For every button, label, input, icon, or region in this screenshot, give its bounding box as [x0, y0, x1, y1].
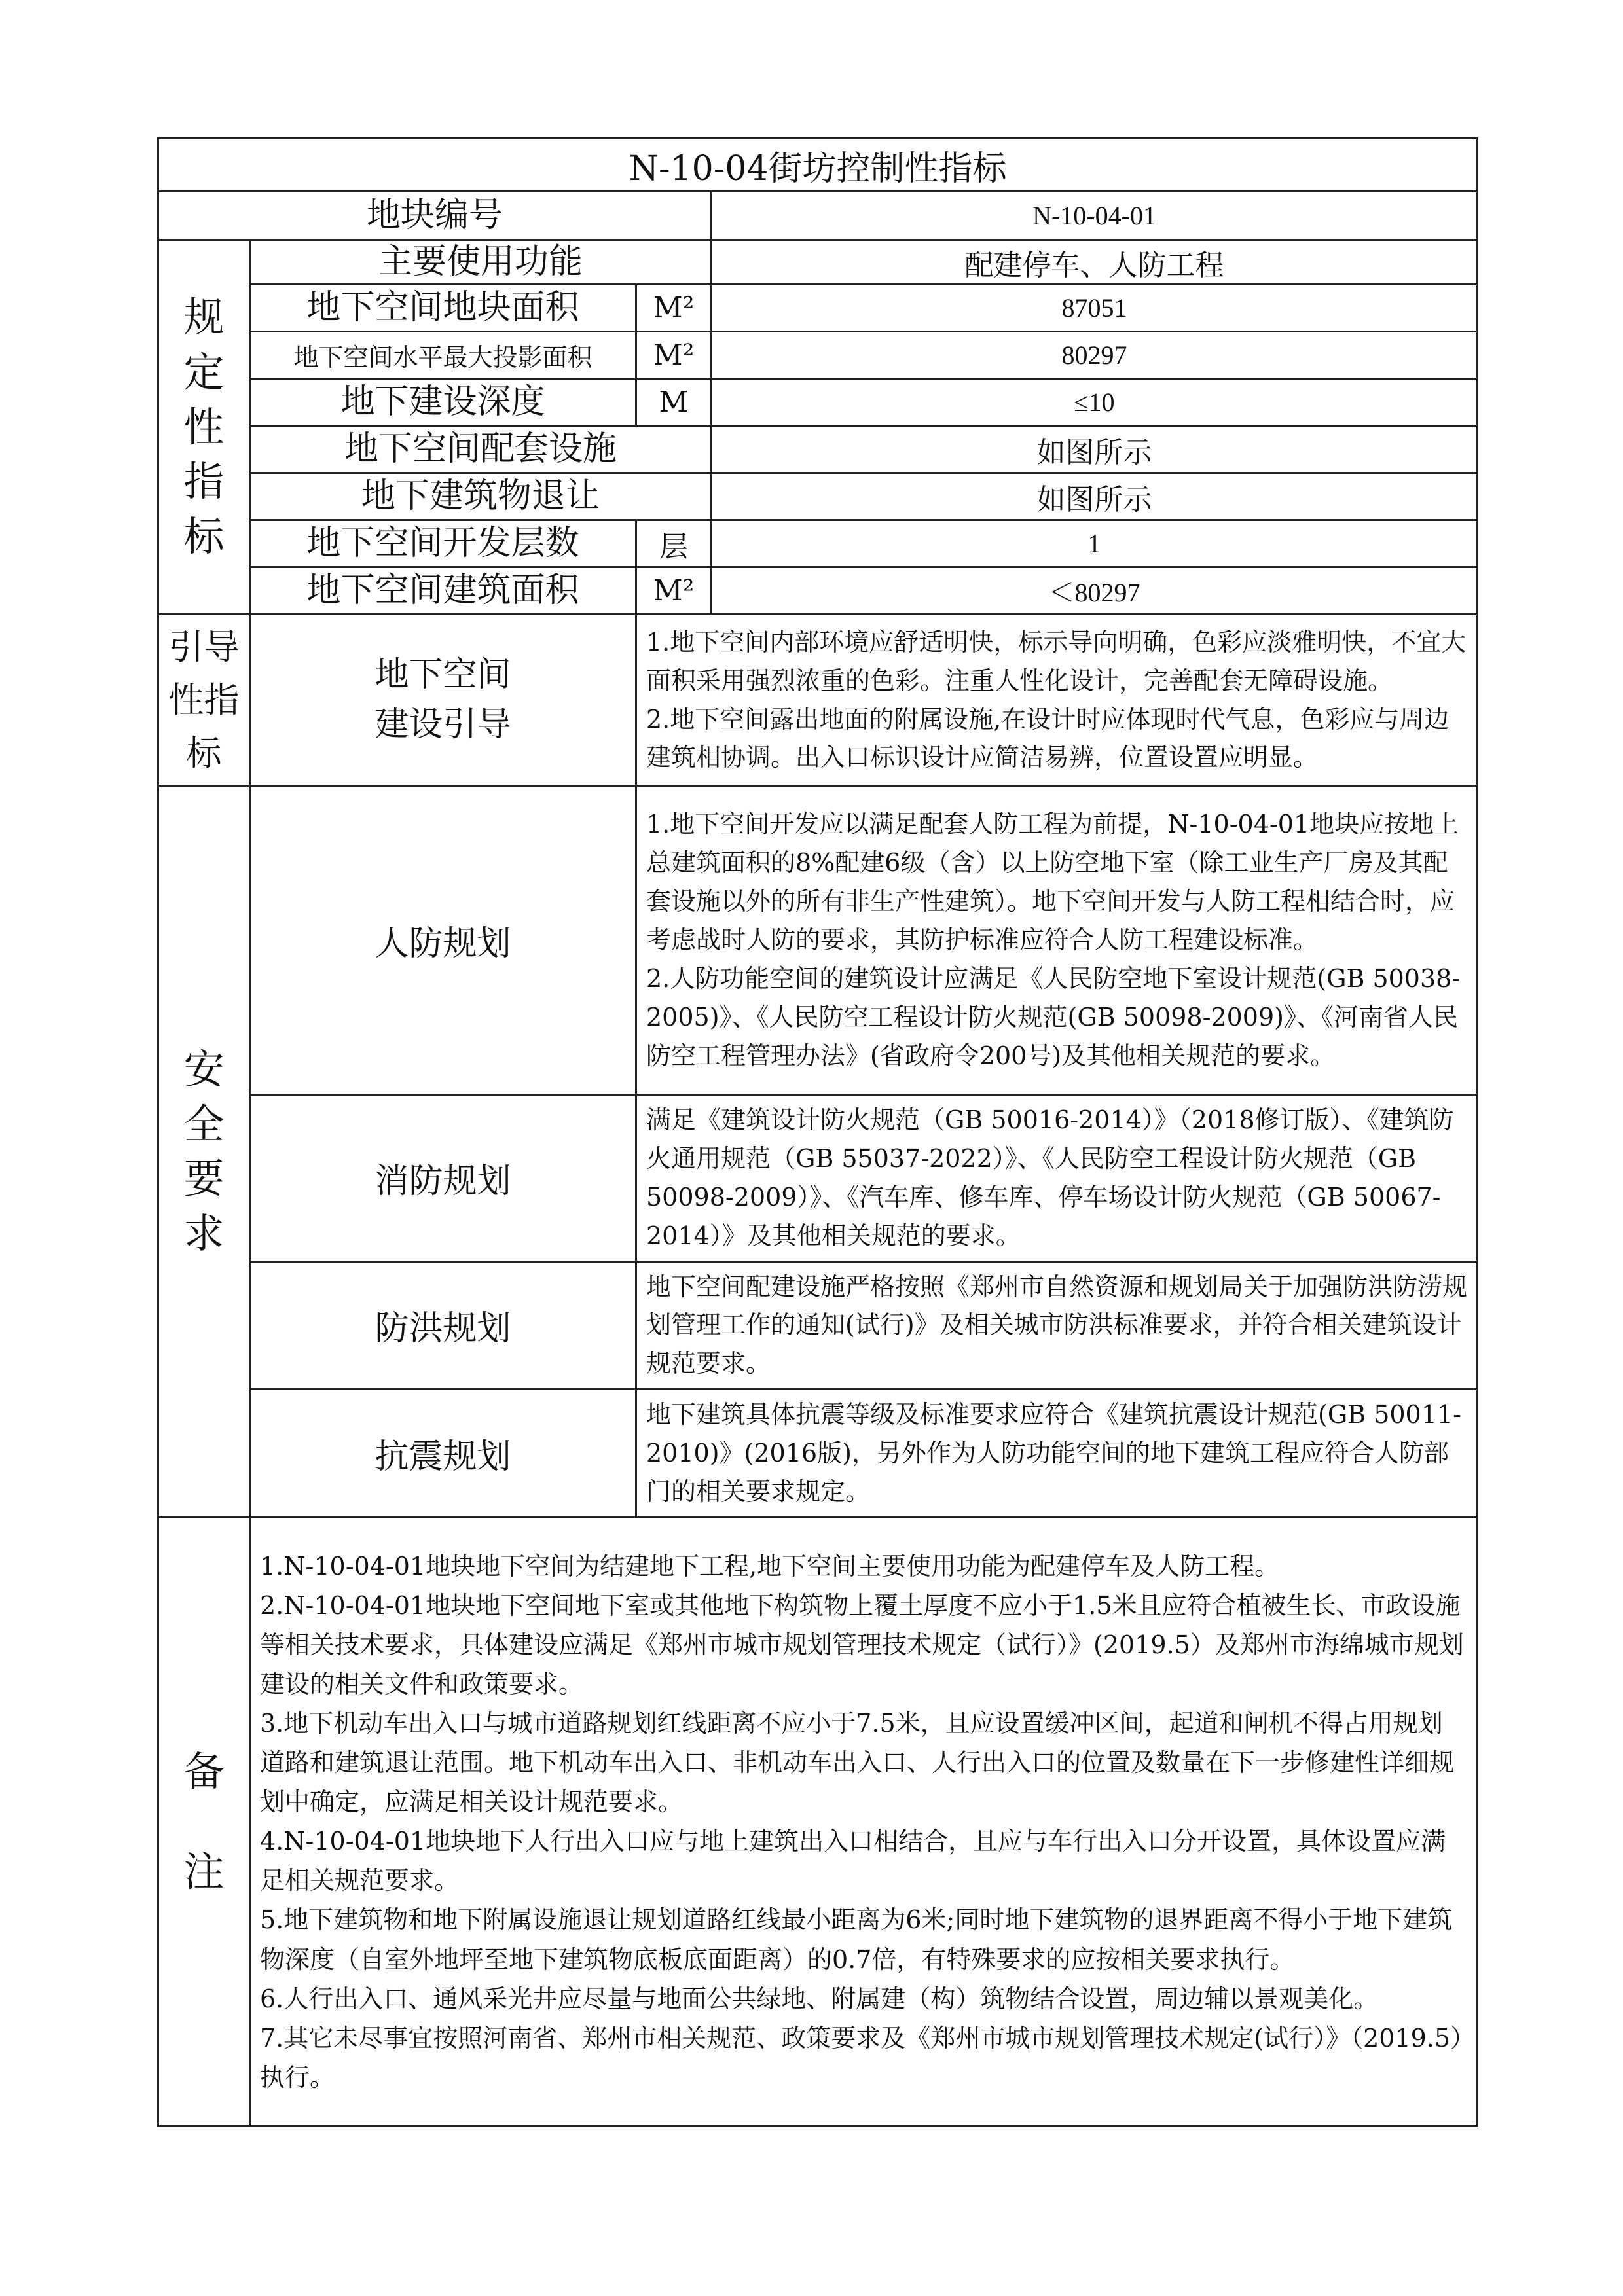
safety-item-label: 人防规划	[250, 786, 636, 1095]
mandatory-row-value: 1	[712, 520, 1478, 567]
mandatory-row-unit: 层	[636, 520, 712, 567]
safety-item-text	[636, 1390, 1478, 1518]
mandatory-row-label: 地下空间开发层数	[250, 520, 636, 567]
mandatory-row-value: ≤10	[712, 379, 1478, 426]
control-indicator-sheet	[157, 137, 1476, 2153]
mandatory-row-value: 如图所示	[712, 426, 1478, 473]
mandatory-row-unit: M²	[636, 332, 712, 379]
category-text: 引导 性指 标	[168, 626, 240, 774]
parcel-value: N-10-04-01	[712, 192, 1478, 240]
guidance-paragraph: 1.地下空间内部环境应舒适明快，标示导向明确，色彩应淡雅明快，不宜大面积采用强烈浓重的色彩。注重人性化设计，完善配套无障碍设施。	[646, 627, 1467, 695]
note-item: 6.人行出入口、通风采光井应尽量与地面公共绿地、附属建（构）筑物结合设置，周边辅以景观美化。	[260, 1984, 1379, 2013]
mandatory-row-label: 地下空间配套设施	[250, 426, 712, 473]
note-item: 7.其它未尽事宜按照河南省、郑州市相关规范、政策要求及《郑州市城市规划管理技术规定(试行）》（2019.5）执行。	[260, 2023, 1463, 2092]
category-text: 安 全 要 求	[183, 1045, 225, 1258]
category-text: 规 定 性 指 标	[183, 293, 225, 561]
safety-item-text	[636, 1261, 1478, 1390]
sheet-title: N-10-04街坊控制性指标	[158, 139, 1478, 192]
safety-paragraph: 1.地下空间开发应以满足配套人防工程为前提，N-10-04-01地块应按地上总建筑面积的8%配建6级（含）以上防空地下室（除工业生产厂房及其配套设施以外的所有非生产性建筑）。地下空间开发与人防工程相结合时，应考虑战时人防的要求，其防护标准应符合人防工程建设标准。	[646, 810, 1459, 955]
mandatory-row-value: 配建停车、人防工程	[712, 240, 1478, 285]
guidance-category	[158, 615, 250, 786]
mandatory-row-label: 地下建设深度	[250, 379, 636, 426]
safety-item-label: 防洪规划	[250, 1261, 636, 1390]
parcel-label: 地块编号	[158, 192, 712, 240]
mandatory-row-label: 地下建筑物退让	[250, 473, 712, 520]
guidance-label-line1: 地下空间	[374, 655, 511, 695]
guidance-label-line2: 建设引导	[374, 704, 511, 744]
indicator-table	[157, 137, 1478, 2127]
safety-category	[158, 786, 250, 1518]
notes-text	[250, 1517, 1478, 2126]
safety-item-text	[636, 1095, 1478, 1262]
mandatory-row-label: 地下空间水平最大投影面积	[250, 332, 636, 379]
guidance-paragraph: 2.地下空间露出地面的附属设施,在设计时应体现时代气息，色彩应与周边建筑相协调。出入口标识设计应简洁易辨，位置设置应明显。	[646, 704, 1450, 772]
mandatory-row-label: 主要使用功能	[250, 240, 712, 285]
category-text: 备 注	[183, 1747, 225, 1896]
mandatory-row-unit: M	[636, 379, 712, 426]
note-item: 5.地下建筑物和地下附属设施退让规划道路红线最小距离为6米;同时地下建筑物的退界距离不得小于地下建筑物深度（自室外地坪至地下建筑物底板底面距离）的0.7倍，有特殊要求的应按相关要求执行。	[260, 1905, 1453, 1974]
mandatory-row-label: 地下空间建筑面积	[250, 567, 636, 615]
mandatory-row-unit: M²	[636, 285, 712, 332]
guidance-label	[250, 615, 636, 786]
mandatory-row-label: 地下空间地块面积	[250, 285, 636, 332]
mandatory-row-unit: M²	[636, 567, 712, 615]
mandatory-row-value: 如图所示	[712, 473, 1478, 520]
guidance-text	[636, 615, 1478, 786]
safety-paragraph: 2.人防功能空间的建筑设计应满足《人民防空地下室设计规范(GB 50038-2005)》、《人民防空工程设计防火规范(GB 50098-2009)》、《河南省人民防空工程管理办法》(省政府令200号)及其他相关规范的要求。	[646, 963, 1461, 1070]
safety-item-label: 抗震规划	[250, 1390, 636, 1518]
safety-paragraph: 地下建筑具体抗震等级及标准要求应符合《建筑抗震设计规范(GB 50011-2010)》(2016版)，另外作为人防功能空间的地下建筑工程应符合人防部门的相关要求规定。	[646, 1400, 1461, 1507]
mandatory-row-value: 87051	[712, 285, 1478, 332]
mandatory-row-value: 80297	[712, 332, 1478, 379]
mandatory-row-value: ＜80297	[712, 567, 1478, 615]
note-item: 1.N-10-04-01地块地下空间为结建地下工程,地下空间主要使用功能为配建停车及人防工程。	[260, 1552, 1280, 1581]
safety-paragraph: 地下空间配建设施严格按照《郑州市自然资源和规划局关于加强防洪防涝规划管理工作的通知(试行)》及相关城市防洪标准要求，并符合相关建筑设计规范要求。	[646, 1272, 1468, 1378]
note-item: 2.N-10-04-01地块地下空间地下室或其他地下构筑物上覆土厚度不应小于1.5米且应符合植被生长、市政设施等相关技术要求，具体建设应满足《郑州市城市规划管理技术规定（试行）》(2019.5）及郑州市海绵城市规划建设的相关文件和政策要求。	[260, 1591, 1464, 1699]
safety-item-label: 消防规划	[250, 1095, 636, 1262]
notes-category	[158, 1517, 250, 2126]
mandatory-category	[158, 240, 250, 615]
note-item: 4.N-10-04-01地块地下人行出入口应与地上建筑出入口相结合，且应与车行出入口分开设置，具体设置应满足相关规范要求。	[260, 1827, 1446, 1895]
note-item: 3.地下机动车出入口与城市道路规划红线距离不应小于7.5米，且应设置缓冲区间，起道和闸机不得占用规划道路和建筑退让范围。地下机动车出入口、非机动车出入口、人行出入口的位置及数量在下一步修建性详细规划中确定，应满足相关设计规范要求。	[260, 1709, 1455, 1817]
safety-paragraph: 满足《建筑设计防火规范（GB 50016-2014）》（2018修订版）、《建筑防火通用规范（GB 55037-2022）》、《人民防空工程设计防火规范（GB 50098-2009）》、《汽车库、修车库、停车场设计防火规范（GB 50067-2014）》及其他相关规范的要求。	[646, 1105, 1454, 1250]
safety-item-text	[636, 786, 1478, 1095]
